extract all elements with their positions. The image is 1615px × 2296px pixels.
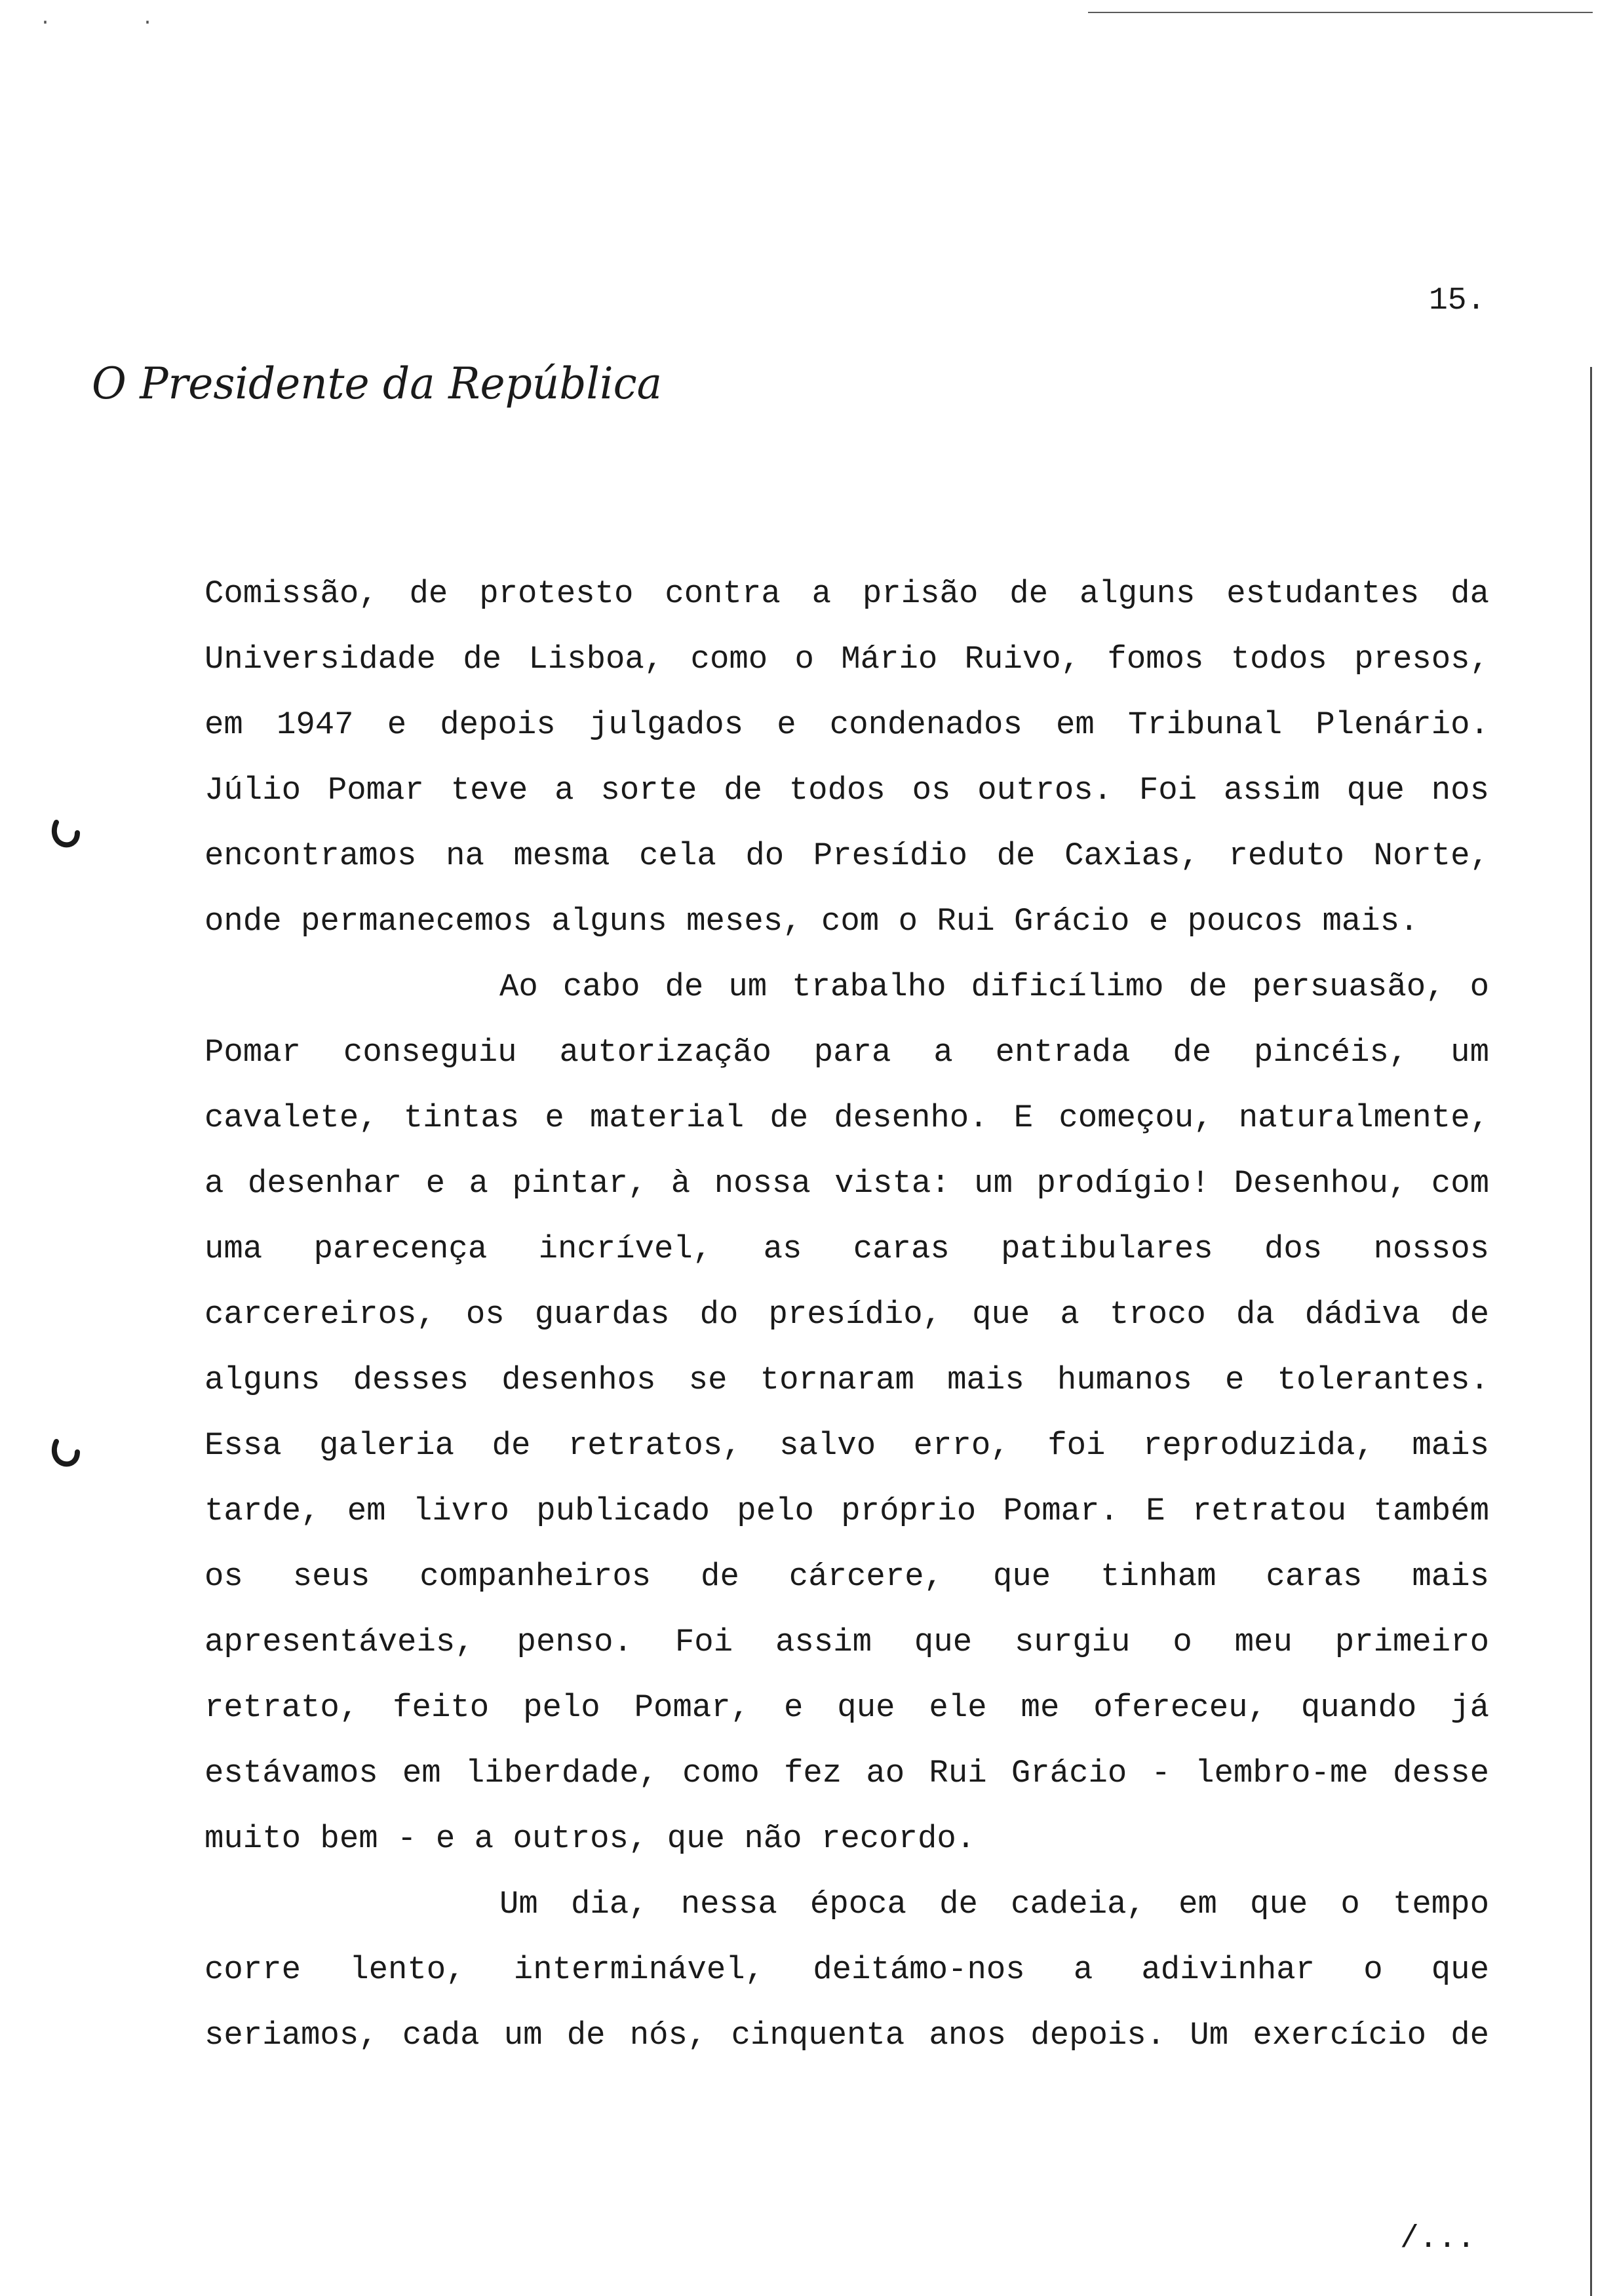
paragraph-start-line: Um dia, nessa época de cadeia, em que o tempo xyxy=(499,1886,1489,1923)
text-line: Pomar conseguiu autorização para a entrada de pincéis, um xyxy=(204,1034,1489,1071)
letterhead-text: O Presidente da República xyxy=(92,358,662,409)
text-line: carcereiros, os guardas do presídio, que a troco da dádiva de xyxy=(204,1296,1489,1333)
text-line: Júlio Pomar teve a sorte de todos os outros. Foi assim que nos xyxy=(204,772,1489,809)
paragraph-start-line: Ao cabo de um trabalho dificílimo de persuasão, o xyxy=(499,968,1489,1005)
text-line: seriamos, cada um de nós, cinquenta anos depois. Um exercício de xyxy=(204,2017,1489,2054)
text-line: a desenhar e a pintar, à nossa vista: um prodígio! Desenhou, com xyxy=(204,1165,1489,1202)
letter-body xyxy=(204,573,1489,2080)
text-line: cavalete, tintas e material de desenho. E começou, naturalmente, xyxy=(204,1100,1489,1136)
text-line: encontramos na mesma cela do Presídio de Caxias, reduto Norte, xyxy=(204,837,1489,874)
letterhead-script xyxy=(92,354,682,413)
text-line: muito bem - e a outros, que não recordo. xyxy=(204,1820,976,1857)
text-line: Comissão, de protesto contra a prisão de alguns estudantes da xyxy=(204,575,1489,612)
text-line: apresentáveis, penso. Foi assim que surgiu o meu primeiro xyxy=(204,1624,1489,1660)
text-line: estávamos em liberdade, como fez ao Rui Grácio - lembro-me desse xyxy=(204,1755,1489,1791)
punch-hole-icon xyxy=(51,1435,80,1468)
text-line: uma parecença incrível, as caras patibulares dos nossos xyxy=(204,1231,1489,1267)
scan-top-rule xyxy=(1088,12,1593,13)
text-line: Universidade de Lisboa, como o Mário Ruivo, fomos todos presos, xyxy=(204,641,1489,678)
text-line: retrato, feito pelo Pomar, e que ele me ofereceu, quando já xyxy=(204,1689,1489,1726)
text-line: Essa galeria de retratos, salvo erro, foi reproduzida, mais xyxy=(204,1427,1489,1464)
scan-right-edge xyxy=(1590,367,1592,2296)
punch-hole-icon xyxy=(51,816,80,849)
scan-specks: · · xyxy=(39,12,193,34)
text-line: os seus companheiros de cárcere, que tinham caras mais xyxy=(204,1558,1489,1595)
text-line: alguns desses desenhos se tornaram mais humanos e tolerantes. xyxy=(204,1362,1489,1398)
continuation-mark: /... xyxy=(1400,2221,1476,2257)
text-line: tarde, em livro publicado pelo próprio Pomar. E retratou também xyxy=(204,1493,1489,1529)
text-line: corre lento, interminável, deitámo-nos a adivinhar o que xyxy=(204,1951,1489,1988)
text-line: em 1947 e depois julgados e condenados em Tribunal Plenário. xyxy=(204,706,1489,743)
page-number: 15. xyxy=(1429,283,1486,318)
text-line: onde permanecemos alguns meses, com o Rui Grácio e poucos mais. xyxy=(204,903,1419,940)
